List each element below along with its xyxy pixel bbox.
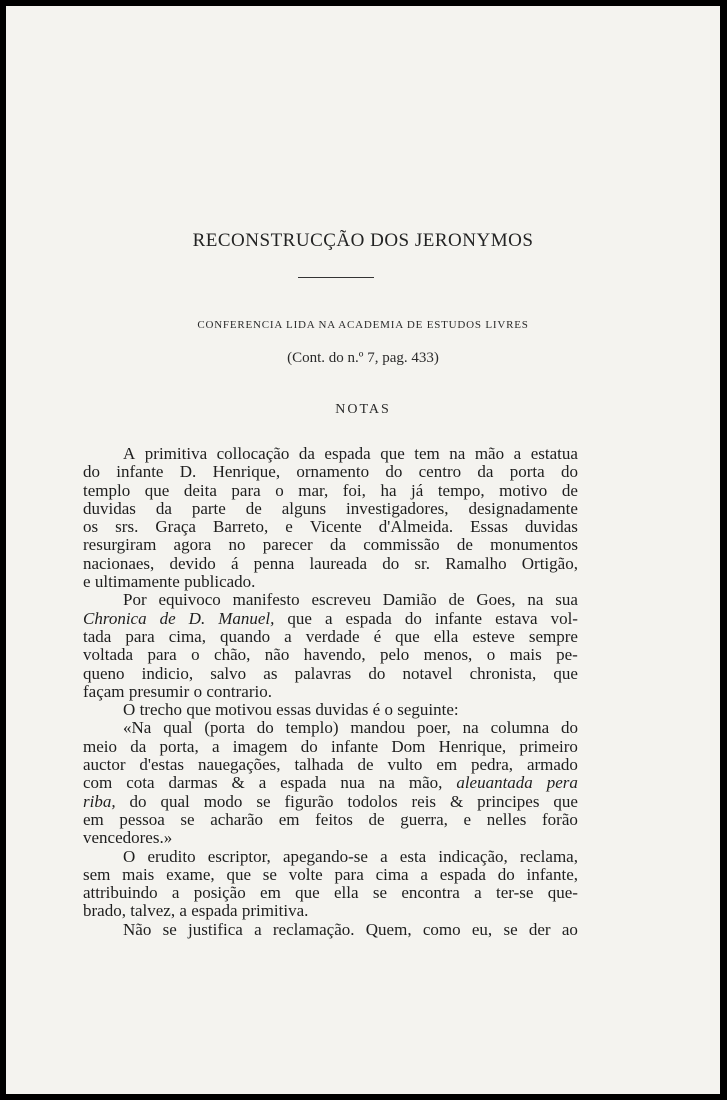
word: templo <box>83 480 131 500</box>
word: attribuindo <box>83 883 158 903</box>
word: na <box>378 773 395 793</box>
word: do <box>497 864 515 884</box>
word: mão <box>474 444 505 463</box>
text-line <box>83 756 578 774</box>
word: talhada <box>294 755 344 775</box>
word: auctor <box>83 755 126 775</box>
word: a <box>258 773 267 793</box>
section-heading: NOTAS <box>335 402 391 417</box>
word: a <box>380 846 388 866</box>
text-line <box>83 921 578 939</box>
text-line <box>83 518 578 536</box>
word: mão, <box>408 773 443 793</box>
word: é <box>373 626 382 646</box>
word: para <box>334 864 364 884</box>
word: ter-se <box>496 883 534 903</box>
text-line <box>83 628 578 646</box>
word: pera <box>546 773 578 793</box>
word: sr. <box>414 553 430 573</box>
word: de <box>159 608 176 628</box>
word: presumir <box>128 681 190 701</box>
word: monumentos <box>490 535 578 555</box>
text-line <box>83 719 578 737</box>
word: chão, <box>214 645 251 665</box>
word: der <box>528 919 551 939</box>
word: de <box>561 480 578 500</box>
word: mandou <box>350 718 406 738</box>
word: motivou <box>215 700 272 720</box>
word: sua <box>555 590 578 610</box>
word: pedra, <box>471 755 514 775</box>
word: a <box>254 919 262 939</box>
word: Damião <box>382 590 437 610</box>
word: do <box>404 608 422 628</box>
word: e <box>285 517 293 537</box>
word: nauegações, <box>197 755 281 775</box>
word: para <box>125 626 155 646</box>
word: a <box>324 608 333 628</box>
text-line <box>83 536 578 554</box>
word: a <box>211 736 220 756</box>
word: ornamento <box>296 462 370 482</box>
word: espada <box>439 864 486 884</box>
word: se <box>180 809 195 829</box>
text-line <box>83 463 578 481</box>
word: o <box>275 480 284 500</box>
word: escriptor, <box>207 846 271 866</box>
word: espada <box>345 608 392 628</box>
word: designadamente <box>468 498 578 518</box>
word: nacionaes, <box>83 553 155 573</box>
word: poer, <box>417 718 451 738</box>
word: o <box>193 681 203 701</box>
word: primitiva <box>144 444 208 463</box>
word: não <box>264 645 290 665</box>
word: Barreto, <box>213 517 269 537</box>
word: com <box>83 773 113 793</box>
word: na <box>449 444 466 463</box>
word: duvidas <box>83 498 136 518</box>
word: agora <box>173 535 212 555</box>
word: Henrique, <box>438 736 507 756</box>
text-line <box>83 738 578 756</box>
word: porta <box>509 462 545 482</box>
word: encontra <box>401 883 460 903</box>
word: a <box>179 901 187 921</box>
word: Goes, <box>476 590 516 610</box>
word: em <box>260 883 281 903</box>
text-line <box>83 683 578 701</box>
word: ha <box>380 480 397 500</box>
word: porta, <box>159 736 199 756</box>
word: feitos <box>315 809 353 829</box>
word: mar, <box>298 480 329 500</box>
word: laureada <box>309 553 368 573</box>
word: brado, <box>83 901 126 921</box>
continuation-note: (Cont. do n.º 7, pag. 433) <box>287 350 439 366</box>
word: indicio, <box>141 663 194 683</box>
word: contrario. <box>206 681 272 701</box>
word: d'estas <box>139 755 185 775</box>
word: devido <box>169 553 216 573</box>
word: meio <box>83 736 117 756</box>
word: vulto <box>387 755 423 775</box>
word: cota <box>126 773 155 793</box>
subtitle: CONFERENCIA LIDA NA ACADEMIA DE ESTUDOS LIVRES <box>197 319 529 331</box>
text-line <box>83 555 578 573</box>
word: da <box>477 462 494 482</box>
word: havendo, <box>303 645 366 665</box>
word: na <box>527 590 544 610</box>
word: mais <box>122 864 155 884</box>
word: aleuantada <box>456 773 533 793</box>
word: as <box>263 663 278 683</box>
word: já <box>411 480 424 500</box>
word: se <box>503 919 518 939</box>
word: em <box>278 809 300 829</box>
word: (porta <box>204 718 245 738</box>
word: publicado. <box>184 572 256 592</box>
word: foi, <box>342 480 366 500</box>
word: forão <box>542 809 578 829</box>
word: Graça <box>155 517 196 537</box>
word: D. <box>188 608 206 628</box>
word: collocação <box>216 444 290 463</box>
word: de <box>368 809 385 829</box>
word: talvez, <box>130 901 176 921</box>
word: verdade <box>305 626 360 646</box>
word: sempre <box>528 626 578 646</box>
word: sem <box>83 864 111 884</box>
word: palavras <box>294 663 352 683</box>
word: Manuel, <box>218 608 275 628</box>
word: pe- <box>556 645 578 665</box>
word: Não <box>123 919 152 939</box>
word: infante <box>434 608 483 628</box>
word: se <box>256 791 271 811</box>
word: d'Almeida. <box>378 517 454 537</box>
word: á <box>230 553 239 573</box>
word: posição <box>193 883 246 903</box>
text-line <box>83 665 578 683</box>
word: espada <box>191 901 238 921</box>
word: volte <box>288 864 323 884</box>
word: do <box>560 718 578 738</box>
word: Ramalho <box>445 553 507 573</box>
word: para <box>147 645 177 665</box>
text-line <box>83 646 578 664</box>
text-line <box>83 591 578 609</box>
word: é <box>372 700 381 720</box>
word: centro <box>418 462 462 482</box>
page-title: RECONSTRUCÇÃO DOS JERONYMOS <box>192 230 534 251</box>
text-line <box>83 573 578 591</box>
word: Chronica <box>83 608 147 628</box>
word: e <box>83 572 91 592</box>
word: & <box>231 773 245 793</box>
word: pessoa <box>119 809 165 829</box>
word: nelles <box>486 809 527 829</box>
word: que <box>395 626 420 646</box>
word: tada <box>83 626 112 646</box>
word: & <box>449 791 464 811</box>
word: que <box>226 864 251 884</box>
word: chronista, <box>469 663 537 683</box>
word: Dom <box>391 736 426 756</box>
word: infante <box>116 462 164 482</box>
word: mais <box>509 645 542 665</box>
word: duvidas <box>315 700 369 720</box>
word: Henrique, <box>212 462 281 482</box>
word: vencedores.» <box>83 828 173 848</box>
word: a <box>474 883 482 903</box>
text-line <box>83 445 578 463</box>
word: exame, <box>166 864 215 884</box>
word: indicação, <box>438 846 508 866</box>
word: ao <box>561 919 578 939</box>
word: de <box>357 755 374 775</box>
word: justifica <box>188 919 243 939</box>
word: na <box>462 718 479 738</box>
word: do <box>83 462 100 482</box>
word: D. <box>179 462 197 482</box>
word: que- <box>547 883 578 903</box>
word: para <box>231 480 261 500</box>
text-line <box>83 500 578 518</box>
word: escreveu <box>311 590 371 610</box>
word: do <box>129 791 147 811</box>
word: da <box>329 535 346 555</box>
word: estatua <box>530 444 578 463</box>
word: investigadores, <box>346 498 449 518</box>
word: primitiva. <box>241 901 309 921</box>
title-divider <box>298 277 374 278</box>
word: espada <box>280 773 327 793</box>
word: qual <box>163 718 193 738</box>
word: modo <box>203 791 243 811</box>
word: que <box>553 663 578 683</box>
word: Por <box>123 590 147 610</box>
word: darmas <box>168 773 218 793</box>
word: que <box>553 791 578 811</box>
word: srs. <box>115 517 139 537</box>
word: trecho <box>139 700 183 720</box>
word: da <box>155 498 172 518</box>
word: deita <box>183 480 217 500</box>
word: quando <box>220 626 271 646</box>
text-line <box>83 829 578 847</box>
word: em <box>83 809 104 829</box>
word: parte <box>191 498 226 518</box>
word: vol- <box>550 608 578 628</box>
word: menos, <box>423 645 473 665</box>
word: riba, <box>83 791 116 811</box>
word: cima, <box>168 626 206 646</box>
word: espada <box>324 444 371 463</box>
text-line <box>83 884 578 902</box>
word: ella <box>433 626 459 646</box>
word: em <box>436 755 458 775</box>
word: principes <box>477 791 540 811</box>
word: A <box>123 444 136 463</box>
text-line <box>83 793 578 811</box>
word: columna <box>490 718 550 738</box>
word: voltada <box>83 645 134 665</box>
word: alguns <box>281 498 327 518</box>
word: duvidas <box>525 517 578 537</box>
word: motivo <box>499 480 548 500</box>
body-text <box>83 445 578 939</box>
word: a <box>284 626 292 646</box>
word: O <box>123 846 136 866</box>
word: imagem <box>232 736 288 756</box>
word: do <box>382 553 400 573</box>
word: a <box>171 883 180 903</box>
word: tem <box>414 444 440 463</box>
word: de <box>245 498 262 518</box>
word: da <box>298 444 315 463</box>
document-page <box>6 6 720 1094</box>
word: pelo <box>379 645 410 665</box>
word: ultimamente <box>94 572 180 592</box>
word: que <box>295 883 320 903</box>
text-line <box>83 482 578 500</box>
word: de <box>456 535 473 555</box>
word: façam <box>83 681 125 701</box>
word: Quem, <box>365 919 412 939</box>
word: commissão <box>363 535 440 555</box>
word: tempo, <box>437 480 485 500</box>
word: reclamação. <box>272 919 355 939</box>
word: resurgiram <box>83 535 157 555</box>
word: todolos <box>347 791 398 811</box>
word: cima <box>375 864 409 884</box>
text-line <box>83 610 578 628</box>
word: do <box>385 462 403 482</box>
word: como <box>422 919 461 939</box>
word: do <box>256 718 274 738</box>
word: reclama, <box>519 846 578 866</box>
word: o <box>191 645 200 665</box>
text-line <box>83 774 578 792</box>
word: notavel <box>402 663 453 683</box>
word: acharão <box>210 809 264 829</box>
word: esteve <box>472 626 515 646</box>
word: armado <box>526 755 578 775</box>
text-line <box>83 811 578 829</box>
text-line <box>83 701 578 719</box>
text-line <box>83 848 578 866</box>
word: no <box>228 535 246 555</box>
word: a <box>513 444 522 463</box>
word: parecer <box>262 535 313 555</box>
word: seguinte: <box>397 700 459 720</box>
word: estava <box>495 608 538 628</box>
word: penna <box>253 553 295 573</box>
word: equivoco <box>158 590 221 610</box>
word: nua <box>340 773 365 793</box>
word: «Na <box>123 718 152 738</box>
word: essas <box>276 700 312 720</box>
word: salvo <box>210 663 247 683</box>
word: se <box>262 864 277 884</box>
word: a <box>420 864 428 884</box>
word: Ortigão, <box>521 553 578 573</box>
word: eu, <box>471 919 493 939</box>
word: o <box>486 645 496 665</box>
word: do <box>300 736 318 756</box>
word: erudito <box>147 846 196 866</box>
word: queno <box>83 663 125 683</box>
word: O <box>123 700 136 720</box>
word: infante <box>330 736 379 756</box>
word: figurão <box>284 791 334 811</box>
word: templo) <box>285 718 339 738</box>
text-line <box>83 866 578 884</box>
word: Essas <box>470 517 508 537</box>
word: Vicente <box>309 517 362 537</box>
word: primeiro <box>519 736 578 756</box>
word: qual <box>160 791 190 811</box>
word: que <box>144 480 170 500</box>
word: manifesto <box>232 590 300 610</box>
word: guerra, <box>400 809 448 829</box>
word: de <box>448 590 465 610</box>
word: os <box>83 517 99 537</box>
word: se <box>162 919 177 939</box>
word: do <box>368 663 386 683</box>
word: infante, <box>526 864 578 884</box>
word: o <box>384 700 393 720</box>
text-line <box>83 902 578 920</box>
word: que <box>287 608 312 628</box>
word: e <box>463 809 472 829</box>
word: do <box>560 462 578 482</box>
word: ella <box>333 883 359 903</box>
word: apegando-se <box>282 846 368 866</box>
word: da <box>130 736 147 756</box>
word: esta <box>399 846 427 866</box>
word: que <box>186 700 211 720</box>
word: se <box>372 883 388 903</box>
word: que <box>380 444 405 463</box>
word: reis <box>411 791 437 811</box>
